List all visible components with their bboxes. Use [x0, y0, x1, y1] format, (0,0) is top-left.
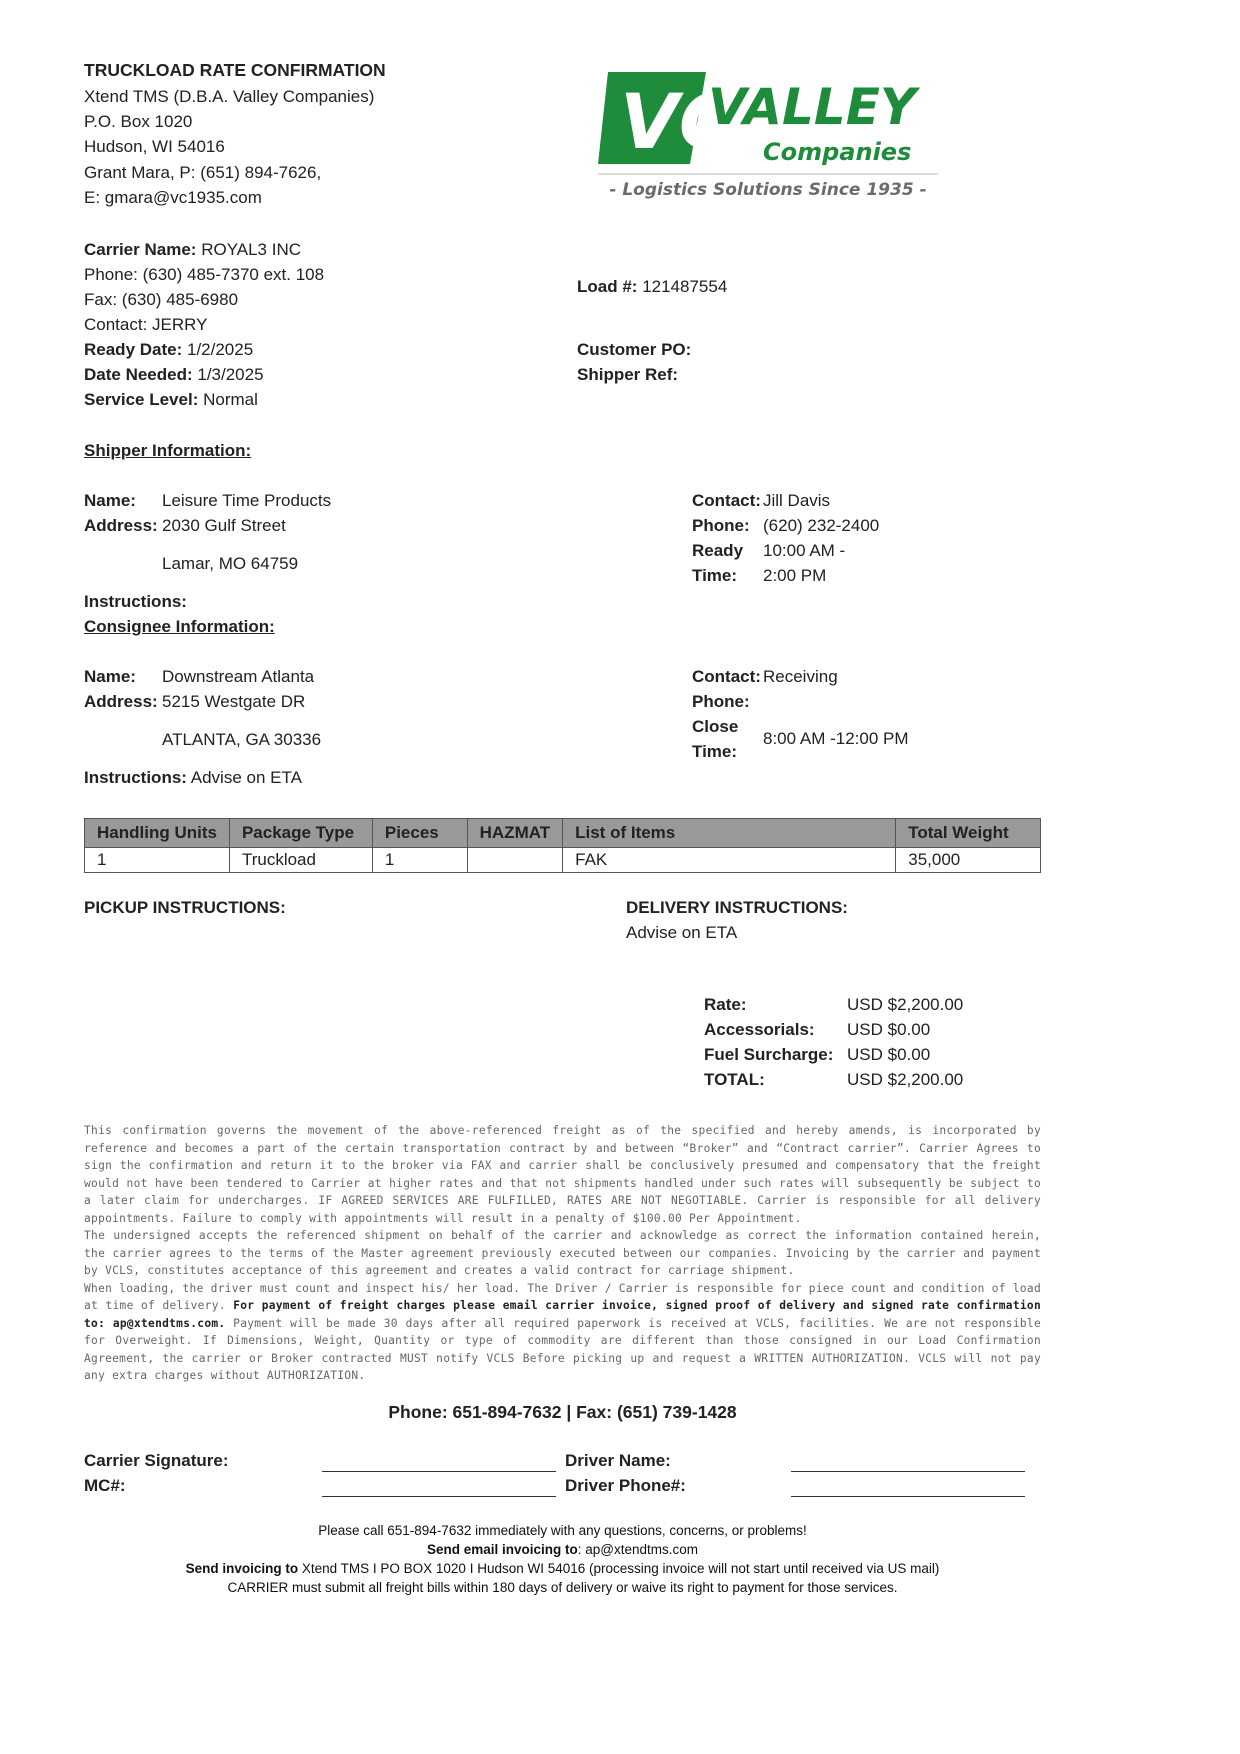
fuel-surcharge-value: USD $0.00 [847, 1045, 931, 1064]
svg-text:Companies: Companies [763, 138, 912, 166]
payment-email-instruction: For payment of freight charges please email carrier invoice, signed proof of delivery and signed rate confirmation to: ap@xtendtms.com. [84, 1299, 1041, 1330]
shipper-instructions-label: Instructions: [84, 592, 187, 611]
carrier-phone: Phone: (630) 485-7370 ext. 108 [84, 265, 325, 284]
cell-pieces: 1 [372, 848, 467, 873]
cell-handling-units: 1 [85, 848, 230, 873]
cell-list-of-items: FAK [563, 848, 896, 873]
svg-text:VALLEY: VALLEY [708, 78, 917, 136]
consignee-name: Downstream Atlanta [162, 667, 315, 686]
pickup-instructions-label: PICKUP INSTRUCTIONS: [84, 898, 286, 917]
consignee-address-2: ATLANTA, GA 30336 [162, 730, 322, 749]
consignee-contact: Receiving [763, 667, 838, 686]
footer-call-line: Please call 651-894-7632 immediately with any questions, concerns, or problems! [318, 1523, 807, 1538]
legal-terms [84, 1122, 1041, 1385]
carrier-signature-field[interactable] [322, 1451, 556, 1472]
footer-mail-invoicing: Send invoicing to Xtend TMS I PO BOX 1020 I Hudson WI 54016 (processing invoice will not start until received via US mail) [185, 1561, 940, 1576]
company-line-5: E: gmara@vc1935.com [84, 188, 262, 207]
cell-package-type: Truckload [229, 848, 372, 873]
cell-total-weight: 35,000 [896, 848, 1041, 873]
shipper-contact-label: Contact: [692, 491, 761, 510]
col-package-type: Package Type [229, 819, 372, 848]
items-table-header [85, 819, 1041, 848]
company-line-4: Grant Mara, P: (651) 894-7626, [84, 163, 322, 182]
shipper-address-label: Address: [84, 516, 158, 535]
ready-date: 1/2/2025 [187, 340, 254, 359]
shipper-phone-label: Phone: [692, 516, 750, 535]
consignee-phone-label: Phone: [692, 692, 750, 711]
shipper-address-2: Lamar, MO 64759 [162, 554, 299, 573]
col-list-of-items: List of Items [563, 819, 896, 848]
table-row [85, 848, 1041, 873]
legal-paragraph-2: The undersigned accepts the referenced shipment on behalf of the carrier and acknowledge as correct the information contained herein, the carrier agrees to the terms of the Master agreement previously executed between our companies. Invoicing by the carrier and payment by VCLS, constitutes acceptance of this agreement and creates a valid contract for carriage shipment. [84, 1229, 1041, 1277]
consignee-contact-label: Contact: [692, 667, 761, 686]
rate-value: USD $2,200.00 [847, 995, 964, 1014]
rate-label: Rate: [704, 995, 747, 1014]
document-title: TRUCKLOAD RATE CONFIRMATION [84, 60, 386, 80]
company-line-3: Hudson, WI 54016 [84, 137, 225, 156]
consignee-info-heading: Consignee Information: [84, 617, 275, 636]
service-level: Normal [203, 390, 258, 409]
carrier-fax: Fax: (630) 485-6980 [84, 290, 239, 309]
consignee-name-label: Name: [84, 667, 136, 686]
driver-name-label: Driver Name: [565, 1451, 671, 1470]
footer-email-invoicing: Send email invoicing to: ap@xtendtms.com [426, 1542, 699, 1557]
shipper-phone: (620) 232-2400 [763, 516, 880, 535]
ready-time-start: 10:00 AM - [763, 541, 846, 560]
col-pieces: Pieces [372, 819, 467, 848]
consignee-address-1: 5215 Westgate DR [162, 692, 306, 711]
driver-phone-label: Driver Phone#: [565, 1476, 686, 1495]
carrier-signature-label: Carrier Signature: [84, 1451, 229, 1470]
consignee-instructions-row [84, 765, 302, 791]
ready-date-row [84, 337, 253, 363]
carrier-name-label: Carrier Name: [84, 240, 197, 259]
carrier-name: ROYAL3 INC [201, 240, 302, 259]
company-line-1: Xtend TMS (D.B.A. Valley Companies) [84, 87, 375, 106]
close-time-label-2: Time: [692, 742, 738, 761]
accessorials-label: Accessorials: [704, 1020, 815, 1039]
shipper-name: Leisure Time Products [162, 491, 332, 510]
service-level-label: Service Level: [84, 390, 199, 409]
cell-hazmat [467, 848, 563, 873]
carrier-contact: Contact: JERRY [84, 315, 208, 334]
load-number: 121487554 [642, 277, 728, 296]
close-time-label-1: Close [692, 717, 739, 736]
legal-paragraph-1: This confirmation governs the movement of the above-referenced freight as of the specified and hereby amends, is incorporated by reference and becomes a part of the certain transportation contract by and between “Broker” and “Contract carrier”. Carrier Agrees to sign the confirmation and return it to the broker via FAX and carrier shall be conclusively presumed and compensatory that the freight would not have been tendered to Carrier at higher rates and that not shipments handled under such rates will subsequently be subject to a later claim for undercharges. IF AGREED SERVICES ARE FULFILLED, RATES ARE NOT NEGOTIABLE. Carrier is responsible for all delivery appointments. Failure to comply with appointments will result in a penalty of $100.00 Per Appointment. [84, 1124, 1041, 1225]
logo-tagline: - Logistics Solutions Since 1935 - [609, 180, 927, 200]
customer-po-label: Customer PO: [577, 340, 692, 359]
fuel-surcharge-label: Fuel Surcharge: [704, 1045, 834, 1064]
col-total-weight: Total Weight [896, 819, 1041, 848]
valley-companies-logo [598, 72, 938, 212]
col-hazmat: HAZMAT [467, 819, 563, 848]
consignee-address-label: Address: [84, 692, 158, 711]
driver-name-field[interactable] [791, 1451, 1025, 1472]
ready-date-label: Ready Date: [84, 340, 183, 359]
load-number-row [577, 274, 727, 300]
close-time: 8:00 AM -12:00 PM [763, 729, 909, 748]
delivery-instructions: Advise on ETA [626, 923, 738, 942]
consignee-instructions-label: Instructions: [84, 768, 187, 787]
col-handling-units: Handling Units [85, 819, 230, 848]
ready-time-label-1: Ready [692, 541, 744, 560]
contact-phone-fax: Phone: 651-894-7632 | Fax: (651) 739-1428 [388, 1402, 737, 1422]
items-table [84, 818, 1041, 873]
shipper-info-heading: Shipper Information: [84, 441, 252, 460]
delivery-instructions-label: DELIVERY INSTRUCTIONS: [626, 898, 848, 917]
consignee-instructions: Advise on ETA [190, 768, 302, 787]
carrier-name-row [84, 237, 301, 263]
load-number-label: Load #: [577, 277, 638, 296]
ready-time-end: 2:00 PM [763, 566, 827, 585]
svg-text:VC: VC [620, 77, 735, 166]
service-level-row [84, 387, 258, 413]
shipper-name-label: Name: [84, 491, 136, 510]
date-needed-row [84, 362, 264, 388]
company-line-2: P.O. Box 1020 [84, 112, 193, 131]
shipper-contact: Jill Davis [763, 491, 831, 510]
driver-phone-field[interactable] [791, 1476, 1025, 1497]
total-value: USD $2,200.00 [847, 1070, 964, 1089]
shipper-ref-label: Shipper Ref: [577, 365, 679, 384]
shipper-address-1: 2030 Gulf Street [162, 516, 286, 535]
accessorials-value: USD $0.00 [847, 1020, 931, 1039]
date-needed-label: Date Needed: [84, 365, 193, 384]
mc-number-field[interactable] [322, 1476, 556, 1497]
date-needed: 1/3/2025 [197, 365, 264, 384]
footer-freight-bills: CARRIER must submit all freight bills within 180 days of delivery or waive its right to payment for those services. [227, 1580, 898, 1595]
legal-paragraph-3: When loading, the driver must count and inspect his/ her load. The Driver / Carrier is responsible for piece count and condition of load at time of delivery. For payment of freight charges please email carrier invoice, signed proof of delivery and signed rate confirmation to: ap@xtendtms.com. Payment will be made 30 days after all required paperwork is received at VCLS, facilities. We are not responsible for Overweight. If Dimensions, Weight, Quantity or type of commodity are different than those consigned in our Load Confirmation Agreement, the carrier or Broker contracted MUST notify VCLS Before picking up and request a WRITTEN AUTHORIZATION. VCLS will not pay any extra charges without AUTHORIZATION. [84, 1281, 1041, 1382]
ready-time-label-2: Time: [692, 566, 738, 585]
mc-number-label: MC#: [84, 1476, 126, 1495]
total-label: TOTAL: [704, 1070, 765, 1089]
vc-logo-mark [598, 72, 938, 177]
